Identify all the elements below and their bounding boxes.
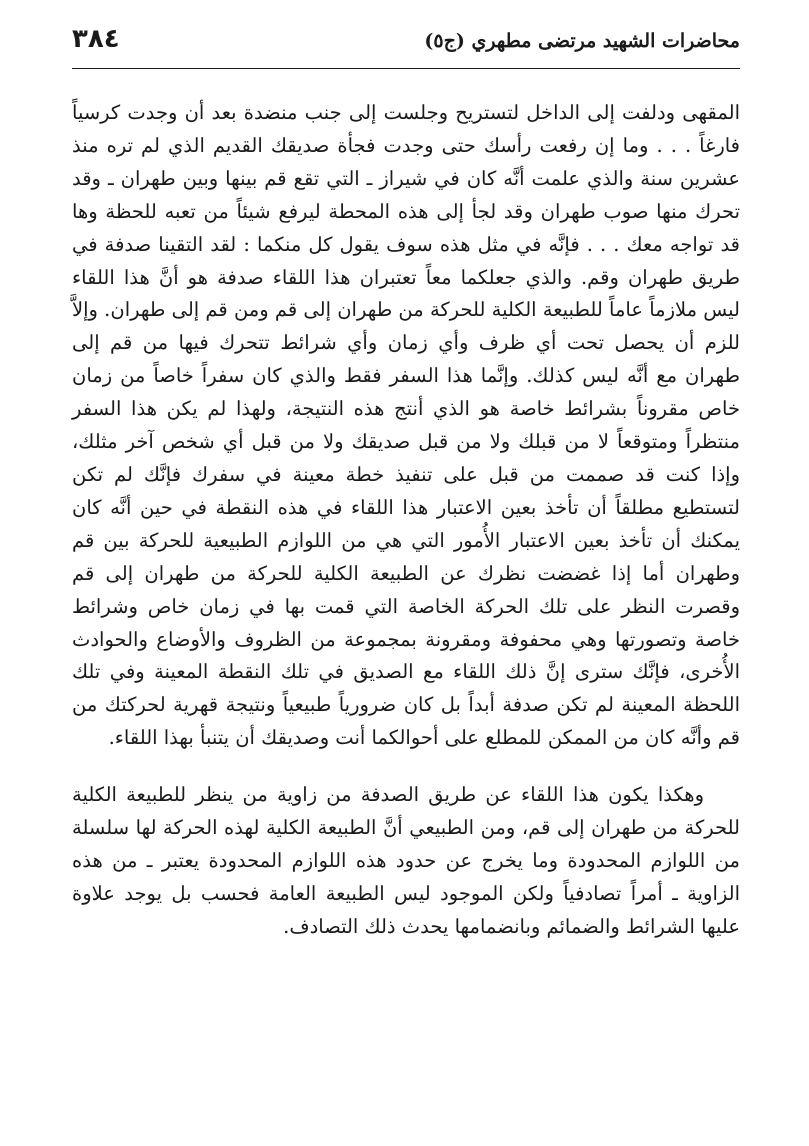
page-number: ٣٨٤ (72, 24, 120, 54)
running-header (72, 24, 740, 64)
paragraph-1: المقهى ودلفت إلى الداخل لتستريح وجلست إلى جنب منضدة بعد أن وجدت كرسياً فارغاً . . . وما إن رفعت رأسك حتى وجدت فجأة صديقك القديم الذي لم تره منذ عشرين سنة والذي علمت أنَّه كان في شيراز ـ التي تقع قم بينها وبين طهران ـ وقد تحرك منها صوب طهران وقد لجأ إلى هذه المحطة ليرفع شيئاً من تعبه للحظة وها قد تواجه معك . . . فإنَّه في مثل هذه سوف يقول كل منكما : لقد التقينا صدفة في طريق طهران وقم. والذي جعلكما معاً تعتبران هذا اللقاء صدفة هو أنَّ هذا اللقاء ليس ملازماً عاماً للطبيعة الكلية للحركة من طهران إلى قم ومن قم إلى طهران. وإلاَّ للزم أن يحصل تحت أي ظرف وأي زمان وأي شرائط تتحرك فيها من قم إلى طهران مع أنَّه ليس كذلك. وإنَّما هذا السفر فقط والذي كان سفراً خاصاً من زمان خاص مقروناً بشرائط خاصة هو الذي أنتج هذه النتيجة، ولهذا لم يكن هذا السفر منتظراً ومتوقعاً لا من قبلك ولا من قبل صديقك ولا من قبل أي شخص آخر مثلك، وإذا كنت قد صممت من قبل على تنفيذ خطة معينة في سفرك فإنَّك لم تكن لتستطيع مطلقاً أن تأخذ بعين الاعتبار هذا اللقاء في هذه النقطة في حين أنَّه كان يمكنك أن تأخذ بعين الاعتبار الأُمور التي هي من اللوازم الطبيعية للحركة بين قم وطهران أما إذا غضضت نظرك عن الطبيعة الكلية للحركة من طهران إلى قم وقصرت النظر على تلك الحركة الخاصة التي قمت بها في زمان خاص وشرائط خاصة وتصورتها وهي محفوفة ومقرونة بمجموعة من الظروف والأوضاع والحوادث الأُخرى، فإنَّك سترى إنَّ ذلك اللقاء مع الصديق في تلك النقطة المعينة وفي تلك اللحظة المعينة لم تكن صدفة أبداً بل كان ضرورياً طبيعياً ونتيجة قهرية لحركتك من قم وأنَّه كان من الممكن للمطلع على أحوالكما أنت وصديقك أن يتنبأ بهذا اللقاء. (72, 101, 740, 750)
header-divider (72, 68, 740, 69)
body-text (72, 97, 740, 944)
paragraph-2: وهكذا يكون هذا اللقاء عن طريق الصدفة من زاوية من ينظر للطبيعة الكلية للحركة من طهران إلى قم، ومن الطبيعي أنَّ الطبيعة الكلية لهذه الحركة لها سلسلة من اللوازم المحدودة وما يخرج عن حدود هذه اللوازم المحدودة يعتبر ـ من هذه الزاوية ـ أمراً تصادفياً ولكن الموجود ليس الطبيعة العامة فحسب بل يوجد علاوة عليها الشرائط والضمائم وبانضمامها يحدث ذلك التصادف. (72, 783, 740, 938)
book-title: محاضرات الشهيد مرتضى مطهري (ج٥) (424, 30, 740, 52)
book-page (72, 24, 740, 1124)
